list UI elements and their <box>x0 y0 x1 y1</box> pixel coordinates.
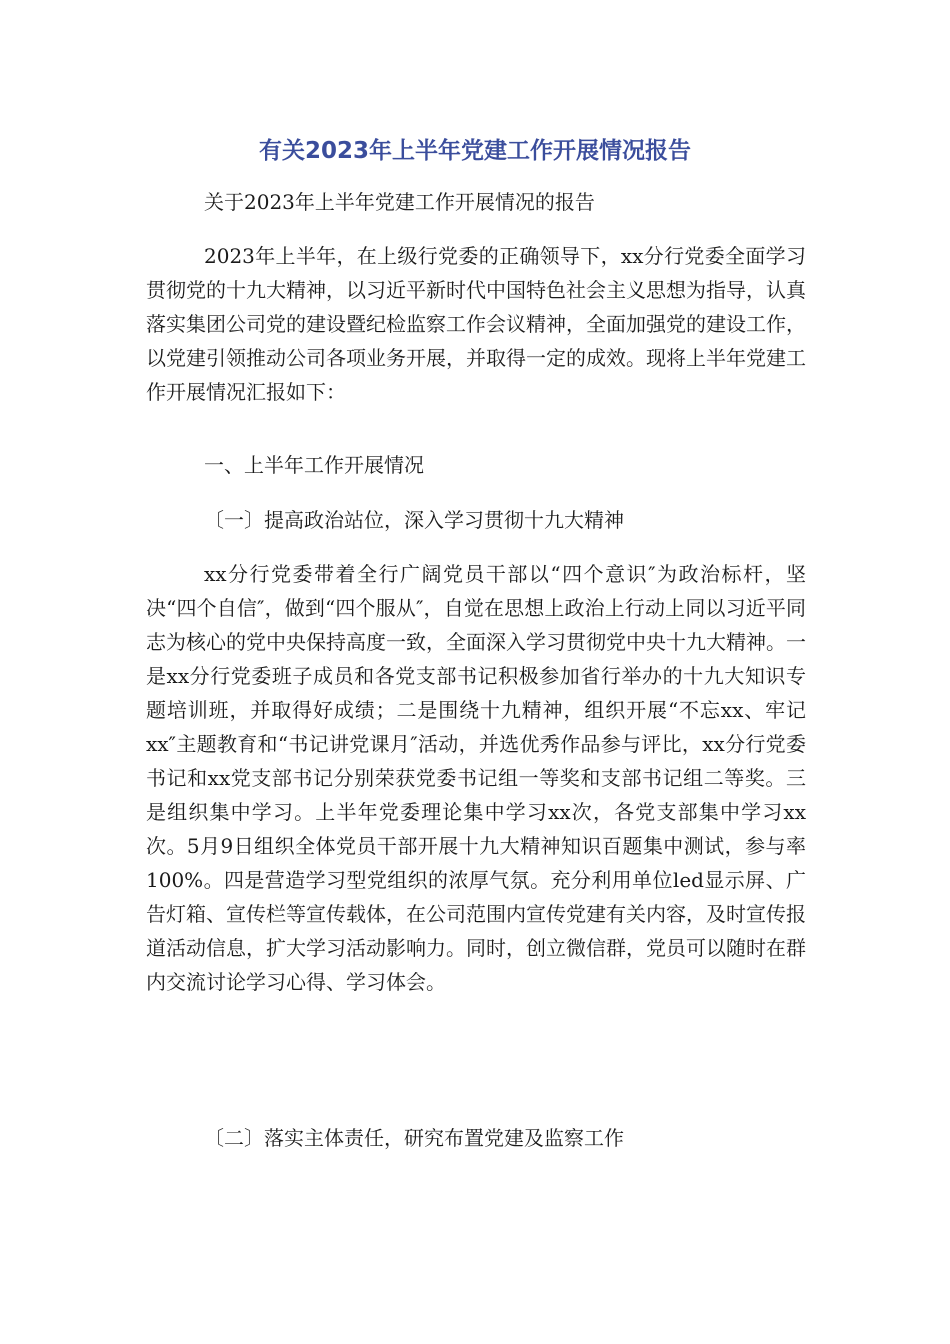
intro-paragraph: 2023年上半年，在上级行党委的正确领导下，xx分行党委全面学习贯彻党的十九大精神，以习近平新时代中国特色社会主义思想为指导，认真落实集团公司党的建设暨纪检监察工作会议精神，全面加强党的建设工作，以党建引领推动公司各项业务开展，并取得一定的成效。现将上半年党建工作开展情况汇报如下： <box>146 244 806 404</box>
section-heading-1: 一、上半年工作开展情况 <box>204 453 424 477</box>
document-subtitle: 关于2023年上半年党建工作开展情况的报告 <box>204 190 595 214</box>
subsection-heading-2: 〔二〕落实主体责任，研究布置党建及监察工作 <box>204 1126 624 1150</box>
subsection-1-paragraph: xx分行党委带着全行广阔党员干部以“四个意识″为政治标杆，坚决“四个自信″，做到“四个服从″，自觉在思想上政治上行动上同以习近平同志为核心的党中央保持高度一致，全面深入学习贯彻党中央十九大精神。一是xx分行党委班子成员和各党支部书记积极参加省行举办的十九大知识专题培训班，并取得好成绩；二是围绕十九精神，组织开展“不忘xx、牢记xx″主题教育和“书记讲党课月″活动，并选优秀作品参与评比，xx分行党委书记和xx党支部书记分别荣获党委书记组一等奖和支部书记组二等奖。三是组织集中学习。上半年党委理论集中学习xx次，各党支部集中学习xx次。5月9日组织全体党员干部开展十九大精神知识百题集中测试，参与率100%。四是营造学习型党组织的浓厚气氛。充分利用单位led显示屏、广告灯箱、宣传栏等宣传载体，在公司范围内宣传党建有关内容，及时宣传报道活动信息，扩大学习活动影响力。同时，创立微信群，党员可以随时在群内交流讨论学习心得、学习体会。 <box>146 562 806 994</box>
subsection-heading-1: 〔一〕提高政治站位，深入学习贯彻十九大精神 <box>204 508 624 532</box>
document-title: 有关2023年上半年党建工作开展情况报告 <box>258 138 691 164</box>
